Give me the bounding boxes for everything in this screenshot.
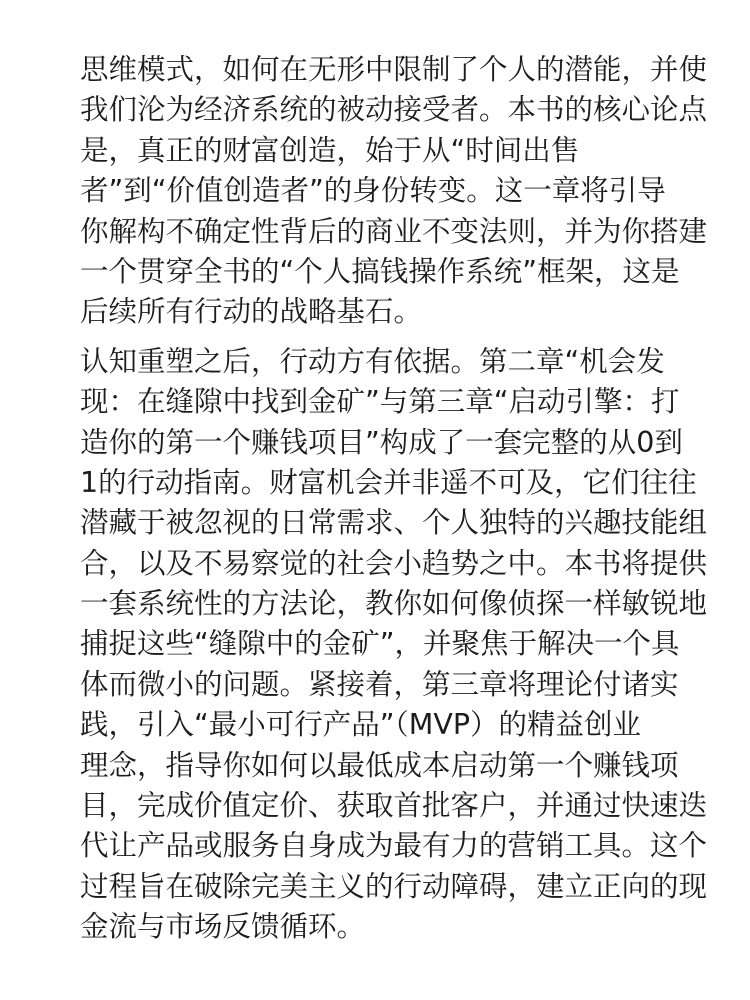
text-line: 理念，指导你如何以最低成本启动第一个赚钱项	[80, 748, 679, 782]
text-line: 目，完成价值定价、获取首批客户，并通过快速迭	[80, 789, 708, 823]
text-line: 现：在缝隙中找到金矿”与第三章“启动引擎：打	[80, 385, 680, 419]
text-line: 是，真正的财富创造，始于从“时间出售	[80, 133, 580, 167]
text-line: 一个贯穿全书的“个人搞钱操作系统”框架，这是	[80, 254, 680, 288]
text-line: 造你的第一个赚钱项目”构成了一套完整的从0到	[80, 425, 683, 459]
text-line: 一套系统性的方法论，教你如何像侦探一样敏锐地	[80, 587, 708, 621]
paragraph-2	[80, 342, 708, 948]
text-line: 1的行动指南。财富机会并非遥不可及，它们往往	[80, 465, 697, 499]
text-line: 者”到“价值创造者”的身份转变。这一章将引导	[80, 174, 666, 208]
text-line: 过程旨在破除完美主义的行动障碍，建立正向的现	[80, 869, 708, 903]
text-line: 捕捉这些“缝隙中的金矿”，并聚焦于解决一个具	[80, 627, 680, 661]
text-line: 后续所有行动的战略基石。	[80, 295, 423, 329]
text-line: 代让产品或服务自身成为最有力的营销工具。这个	[80, 829, 708, 863]
text-line: 金流与市场反馈循环。	[80, 910, 366, 944]
text-line: 你解构不确定性背后的商业不变法则，并为你搭建	[80, 214, 708, 248]
text-line: 思维模式，如何在无形中限制了个人的潜能，并使	[80, 53, 708, 86]
text-line: 合，以及不易察觉的社会小趋势之中。本书将提供	[80, 546, 708, 580]
text-line: 体而微小的问题。紧接着，第三章将理论付诸实	[80, 667, 679, 701]
paragraph-1	[80, 50, 708, 333]
text-line: 践，引入“最小可行产品”（MVP）的精益创业	[80, 708, 642, 742]
text-line: 我们沦为经济系统的被动接受者。本书的核心论点	[80, 93, 708, 127]
text-line: 认知重塑之后，行动方有依据。第二章“机会发	[80, 344, 665, 378]
text-line: 潜藏于被忽视的日常需求、个人独特的兴趣技能组	[80, 506, 708, 540]
